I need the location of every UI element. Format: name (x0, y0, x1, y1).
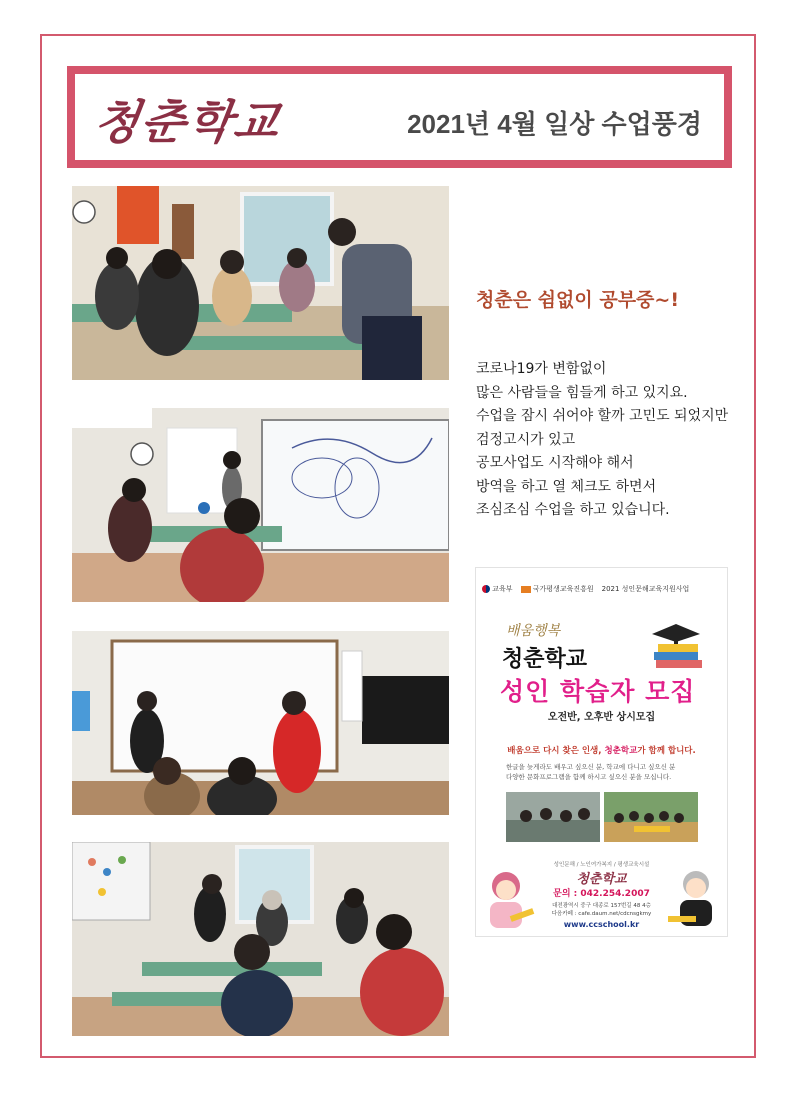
article-line: 검정고시가 있고 (476, 431, 576, 448)
poster-photo-group (604, 792, 698, 842)
article-line: 공모사업도 시작해야 해서 (476, 455, 634, 471)
poster-description-1: 한글을 늦게라도 배우고 싶으신 분, 학교에 다니고 싶으신 분 (506, 763, 676, 771)
classroom-photo-2 (72, 408, 449, 602)
poster-phone: 문의 : 042.254.2007 (553, 889, 650, 899)
article-body (476, 358, 746, 523)
poster-program: 2021 성인문해교육지원사업 (601, 585, 690, 593)
article-subtitle: 청춘은 쉼없이 공부중~! (476, 289, 680, 311)
school-logo: 청춘학교 (90, 95, 285, 149)
poster-website: www.ccschool.kr (563, 920, 640, 929)
recruitment-poster (475, 567, 728, 937)
poster-facility-type: 성인문해 / 노인여가복지 / 평생교육시설 (553, 862, 650, 868)
poster-motto-school: 청춘학교 (604, 746, 638, 756)
poster-photo-class (506, 792, 600, 842)
classroom-photo-3 (72, 631, 449, 815)
poster-motto-pre: 배움으로 다시 찾은 인생, (507, 746, 605, 756)
poster-institute: 국가평생교육진흥원 (532, 585, 594, 593)
header-banner (67, 66, 732, 168)
page-title: 2021년 4월 일상 수업풍경 (407, 109, 702, 139)
poster-slogan: 배움행복 (506, 623, 561, 639)
poster-cafe-link: 다음카페 : cafe.daum.net/cdcnsgkmy (551, 911, 652, 917)
classroom-photo-1 (72, 186, 449, 380)
poster-logo: 청춘학교 (576, 872, 627, 887)
article-line: 방역을 하고 열 체크도 하면서 (476, 478, 657, 495)
classroom-photo-4 (72, 842, 449, 1036)
poster-sponsors (482, 584, 722, 594)
poster-photos (506, 792, 698, 842)
ministry-emblem-icon (482, 585, 490, 593)
poster-motto (476, 744, 727, 756)
article-line: 코로나19가 변함없이 (476, 361, 607, 377)
header-banner-inner (75, 74, 724, 160)
poster-recruit-title: 성인 학습자 모집 (500, 677, 696, 706)
poster-motto-post: 가 함께 합니다. (637, 746, 696, 756)
article-line: 조심조심 수업을 하고 있습니다. (476, 502, 670, 518)
poster-description-2: 다양한 문화프로그램을 함께 하시고 싶으신 분을 모십니다. (506, 773, 672, 781)
poster-classes: 오전반, 오후반 상시모집 (547, 712, 656, 723)
poster-address: 대전광역시 중구 대종로 157번길 48 4층 (552, 903, 651, 909)
poster-ministry: 교육부 (492, 585, 513, 593)
article-line: 수업을 잠시 쉬어야 할까 고민도 되었지만 (476, 408, 729, 424)
institute-logo-icon (521, 586, 531, 593)
poster-school-name: 청춘학교 (502, 647, 588, 672)
article-line: 많은 사람들을 힘들게 하고 있지요. (476, 384, 688, 401)
